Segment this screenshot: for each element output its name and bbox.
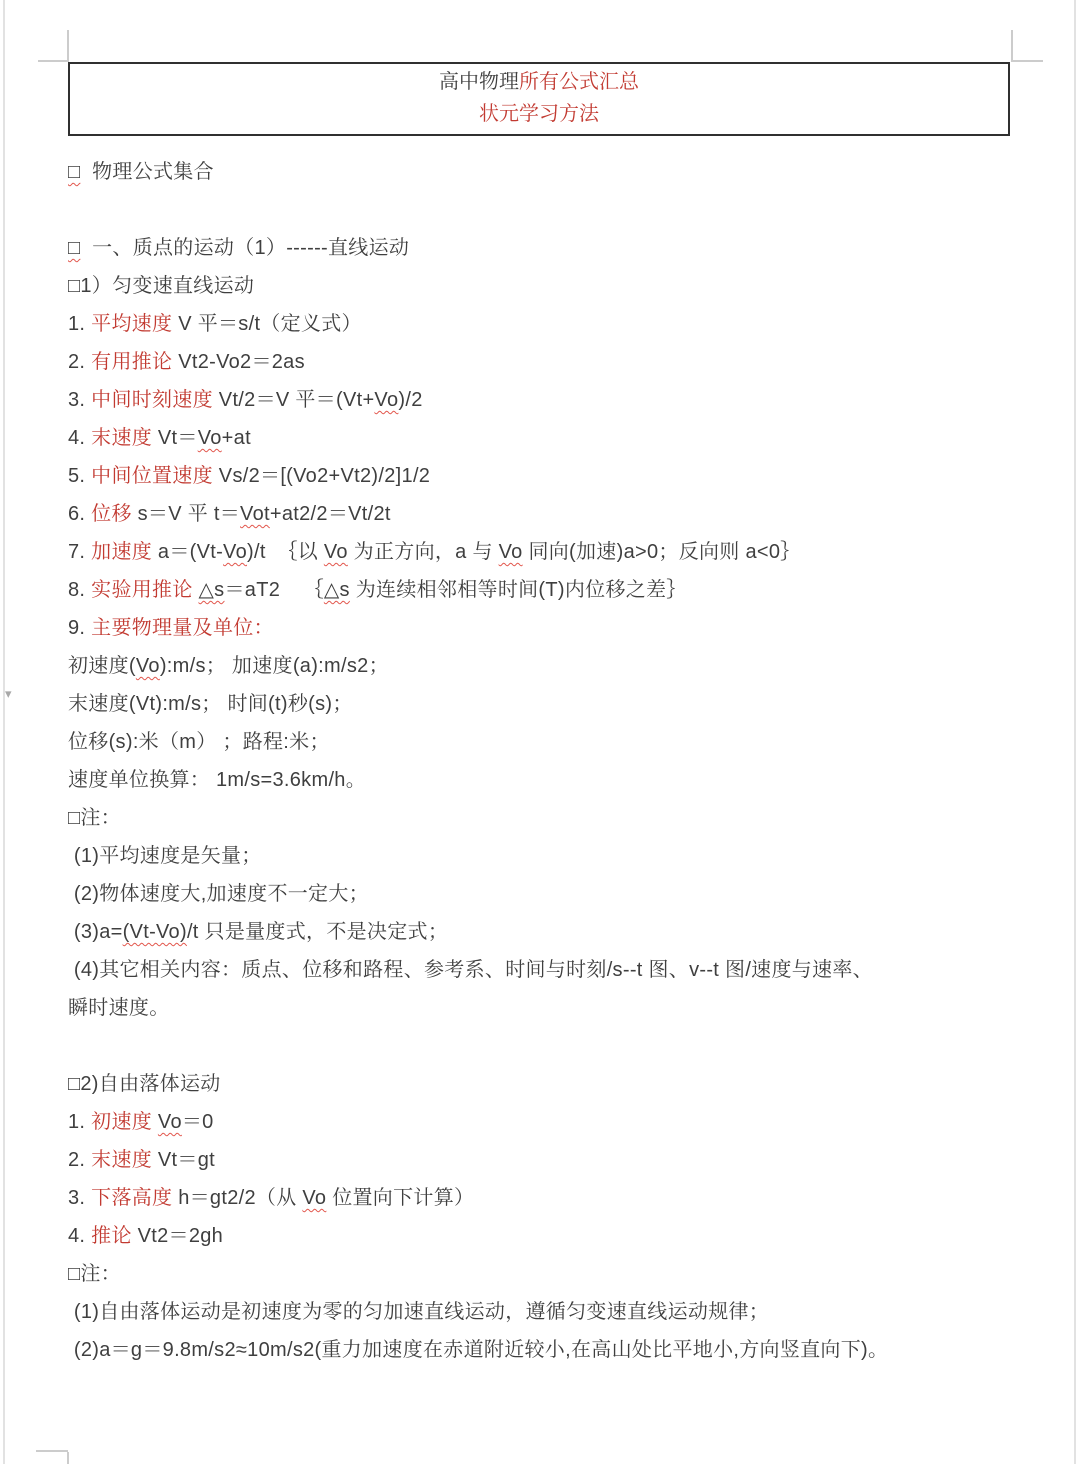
text-segment: Vs/2＝[(Vo2+Vt2)/2]1/2 [212,465,431,487]
doc-line [68,951,1048,989]
text-segment: h＝gt2/2（从 [172,1187,303,1209]
text-segment: Vt2-Vo2＝2as [172,351,305,373]
doc-line [68,609,1048,647]
doc-line [68,419,1048,457]
spellcheck-word: Vo [302,1187,327,1209]
red-term: 推论 [91,1225,132,1247]
text-segment: Vt＝gt [152,1149,215,1171]
red-term: 末速度 [91,1149,153,1171]
box-glyph: □ [68,161,81,183]
doc-title-line [70,67,1008,97]
spellcheck-word: Vot [240,503,270,525]
doc-line [68,1179,1048,1217]
spellcheck-word: Vo [223,541,248,563]
text-segment: 5. [68,465,92,487]
doc-line [68,875,1048,913]
doc-line [68,647,1048,685]
spellcheck-word: Vo [157,1111,182,1133]
doc-line [68,1293,1048,1331]
text-segment: ＝aT2 ｛ [224,579,324,601]
red-term: 平均速度 [91,313,173,335]
text-segment: 为正方向，a 与 [347,541,499,563]
text-segment: 2. [68,351,92,373]
text-segment: Vt/2＝V 平＝(Vt+ [212,389,375,411]
doc-line [68,1065,1048,1103]
text-segment: □注： [68,807,121,829]
doc-line [68,343,1048,381]
doc-line [68,799,1048,837]
text-segment: □2)自由落体运动 [68,1073,221,1095]
spellcheck-word: △s [198,579,225,601]
text-segment: 1. [68,313,92,335]
text-segment: (3)a= [68,921,123,943]
text-segment: 1. [68,1111,92,1133]
doc-line [68,1103,1048,1141]
red-term: 下落高度 [91,1187,173,1209]
doc-line [68,1141,1048,1179]
text-segment: (1)平均速度是矢量； [68,845,262,867]
doc-line [68,837,1048,875]
doc-line [68,913,1048,951]
text-segment: (4)其它相关内容：质点、位移和路程、参考系、时间与时刻/s--t 图、v--t 图/速度与速率、 [68,959,873,981]
text-segment: 位置向下计算） [326,1187,475,1209]
document-body [68,153,1048,1369]
spellcheck-word: △s [323,579,350,601]
red-term: 位移 [91,503,132,525]
doc-line [68,571,1048,609]
doc-line [68,723,1048,761]
text-segment: 2. [68,1149,92,1171]
page-edge-left [3,0,5,1464]
text-segment: (2)物体速度大,加速度不一定大； [68,883,369,905]
doc-line [68,267,1048,305]
doc-line [68,153,1048,191]
text-segment: 3. [68,1187,92,1209]
doc-line [68,1255,1048,1293]
spellcheck-word: Vo [498,541,523,563]
doc-line [68,1331,1048,1369]
spellcheck-word: Vo [135,655,160,677]
text-segment: 末速度(Vt):m/s； 时间(t)秒(s)； [68,693,353,715]
crop-mark-top-left-v [67,30,69,62]
text-segment: a＝(Vt- [152,541,224,563]
text-segment: 一、质点的运动（1）------直线运动 [80,237,410,259]
red-term: 实验用推论 [91,579,193,601]
doc-line [68,533,1048,571]
text-segment: □注： [68,1263,121,1285]
red-term: 初速度 [91,1111,153,1133]
text-segment: 速度单位换算： 1m/s=3.6km/h。 [68,769,367,791]
doc-line [68,761,1048,799]
doc-title-red: 所有公式汇总 [519,71,639,93]
doc-line [68,191,1048,229]
text-segment: □1）匀变速直线运动 [68,275,255,297]
text-segment: 9. [68,617,92,639]
box-glyph: □ [68,237,81,259]
text-segment: /t 只是量度式，不是决定式； [186,921,449,943]
text-segment: (1)自由落体运动是初速度为零的匀加速直线运动，遵循匀变速直线运动规律； [68,1301,770,1323]
doc-line [68,685,1048,723]
red-term: 中间位置速度 [91,465,213,487]
text-segment: ):m/s； 加速度(a):m/s2； [159,655,389,677]
collapse-arrow-icon[interactable]: ▾ [5,686,12,701]
text-segment: Vt＝ [152,427,198,449]
text-segment: 7. [68,541,92,563]
crop-mark-bottom-left-h [36,1450,68,1452]
red-term: 有用推论 [91,351,173,373]
red-term: 主要物理量及单位： [91,617,274,639]
text-segment: )/t ｛以 [247,541,324,563]
text-segment: 8. [68,579,92,601]
doc-line [68,457,1048,495]
crop-mark-top-right-v [1011,30,1013,62]
doc-line [68,1027,1048,1065]
text-segment: 为连续相邻相等时间(T)内位移之差｝ [349,579,687,601]
crop-mark-top-left-h [38,60,68,62]
crop-mark-bottom-left-v [67,1452,69,1464]
red-term: 中间时刻速度 [91,389,213,411]
text-segment: V 平＝s/t（定义式） [172,313,362,335]
text-segment: 同向(加速)a>0；反向则 a<0｝ [522,541,801,563]
crop-mark-top-right-h [1013,60,1043,62]
doc-line [68,495,1048,533]
page-edge-right [1074,0,1076,1464]
text-segment: +at2/2＝Vt/2t [269,503,391,525]
text-segment: s＝V 平 t＝ [131,503,241,525]
doc-line [68,229,1048,267]
doc-line [68,305,1048,343]
text-segment: (2)a＝g＝9.8m/s2≈10m/s2(重力加速度在赤道附近较小,在高山处比平地小,方向竖直向下)。 [68,1339,889,1361]
text-segment: )/2 [398,389,423,411]
title-box [68,62,1010,136]
red-term: 加速度 [91,541,153,563]
doc-line [68,989,1048,1027]
spellcheck-word: Vo [323,541,348,563]
text-segment: 物理公式集合 [80,161,214,183]
doc-title-black: 高中物理 [439,71,519,93]
text-segment: 3. [68,389,92,411]
text-segment: 瞬时速度。 [68,997,170,1019]
spellcheck-word: (Vt-Vo) [122,921,187,943]
spellcheck-word: Vo [197,427,222,449]
text-segment: 4. [68,427,92,449]
doc-line [68,1217,1048,1255]
text-segment: Vt2＝2gh [131,1225,224,1247]
text-segment: 位移(s):米（m） ；路程:米； [68,731,330,753]
text-segment: 初速度( [68,655,136,677]
text-segment: 4. [68,1225,92,1247]
doc-line [68,381,1048,419]
text-segment: 6. [68,503,92,525]
text-segment: +at [221,427,251,449]
doc-subtitle: 状元学习方法 [479,103,599,125]
spellcheck-word: Vo [374,389,399,411]
text-segment: ＝0 [181,1111,214,1133]
red-term: 末速度 [91,427,153,449]
